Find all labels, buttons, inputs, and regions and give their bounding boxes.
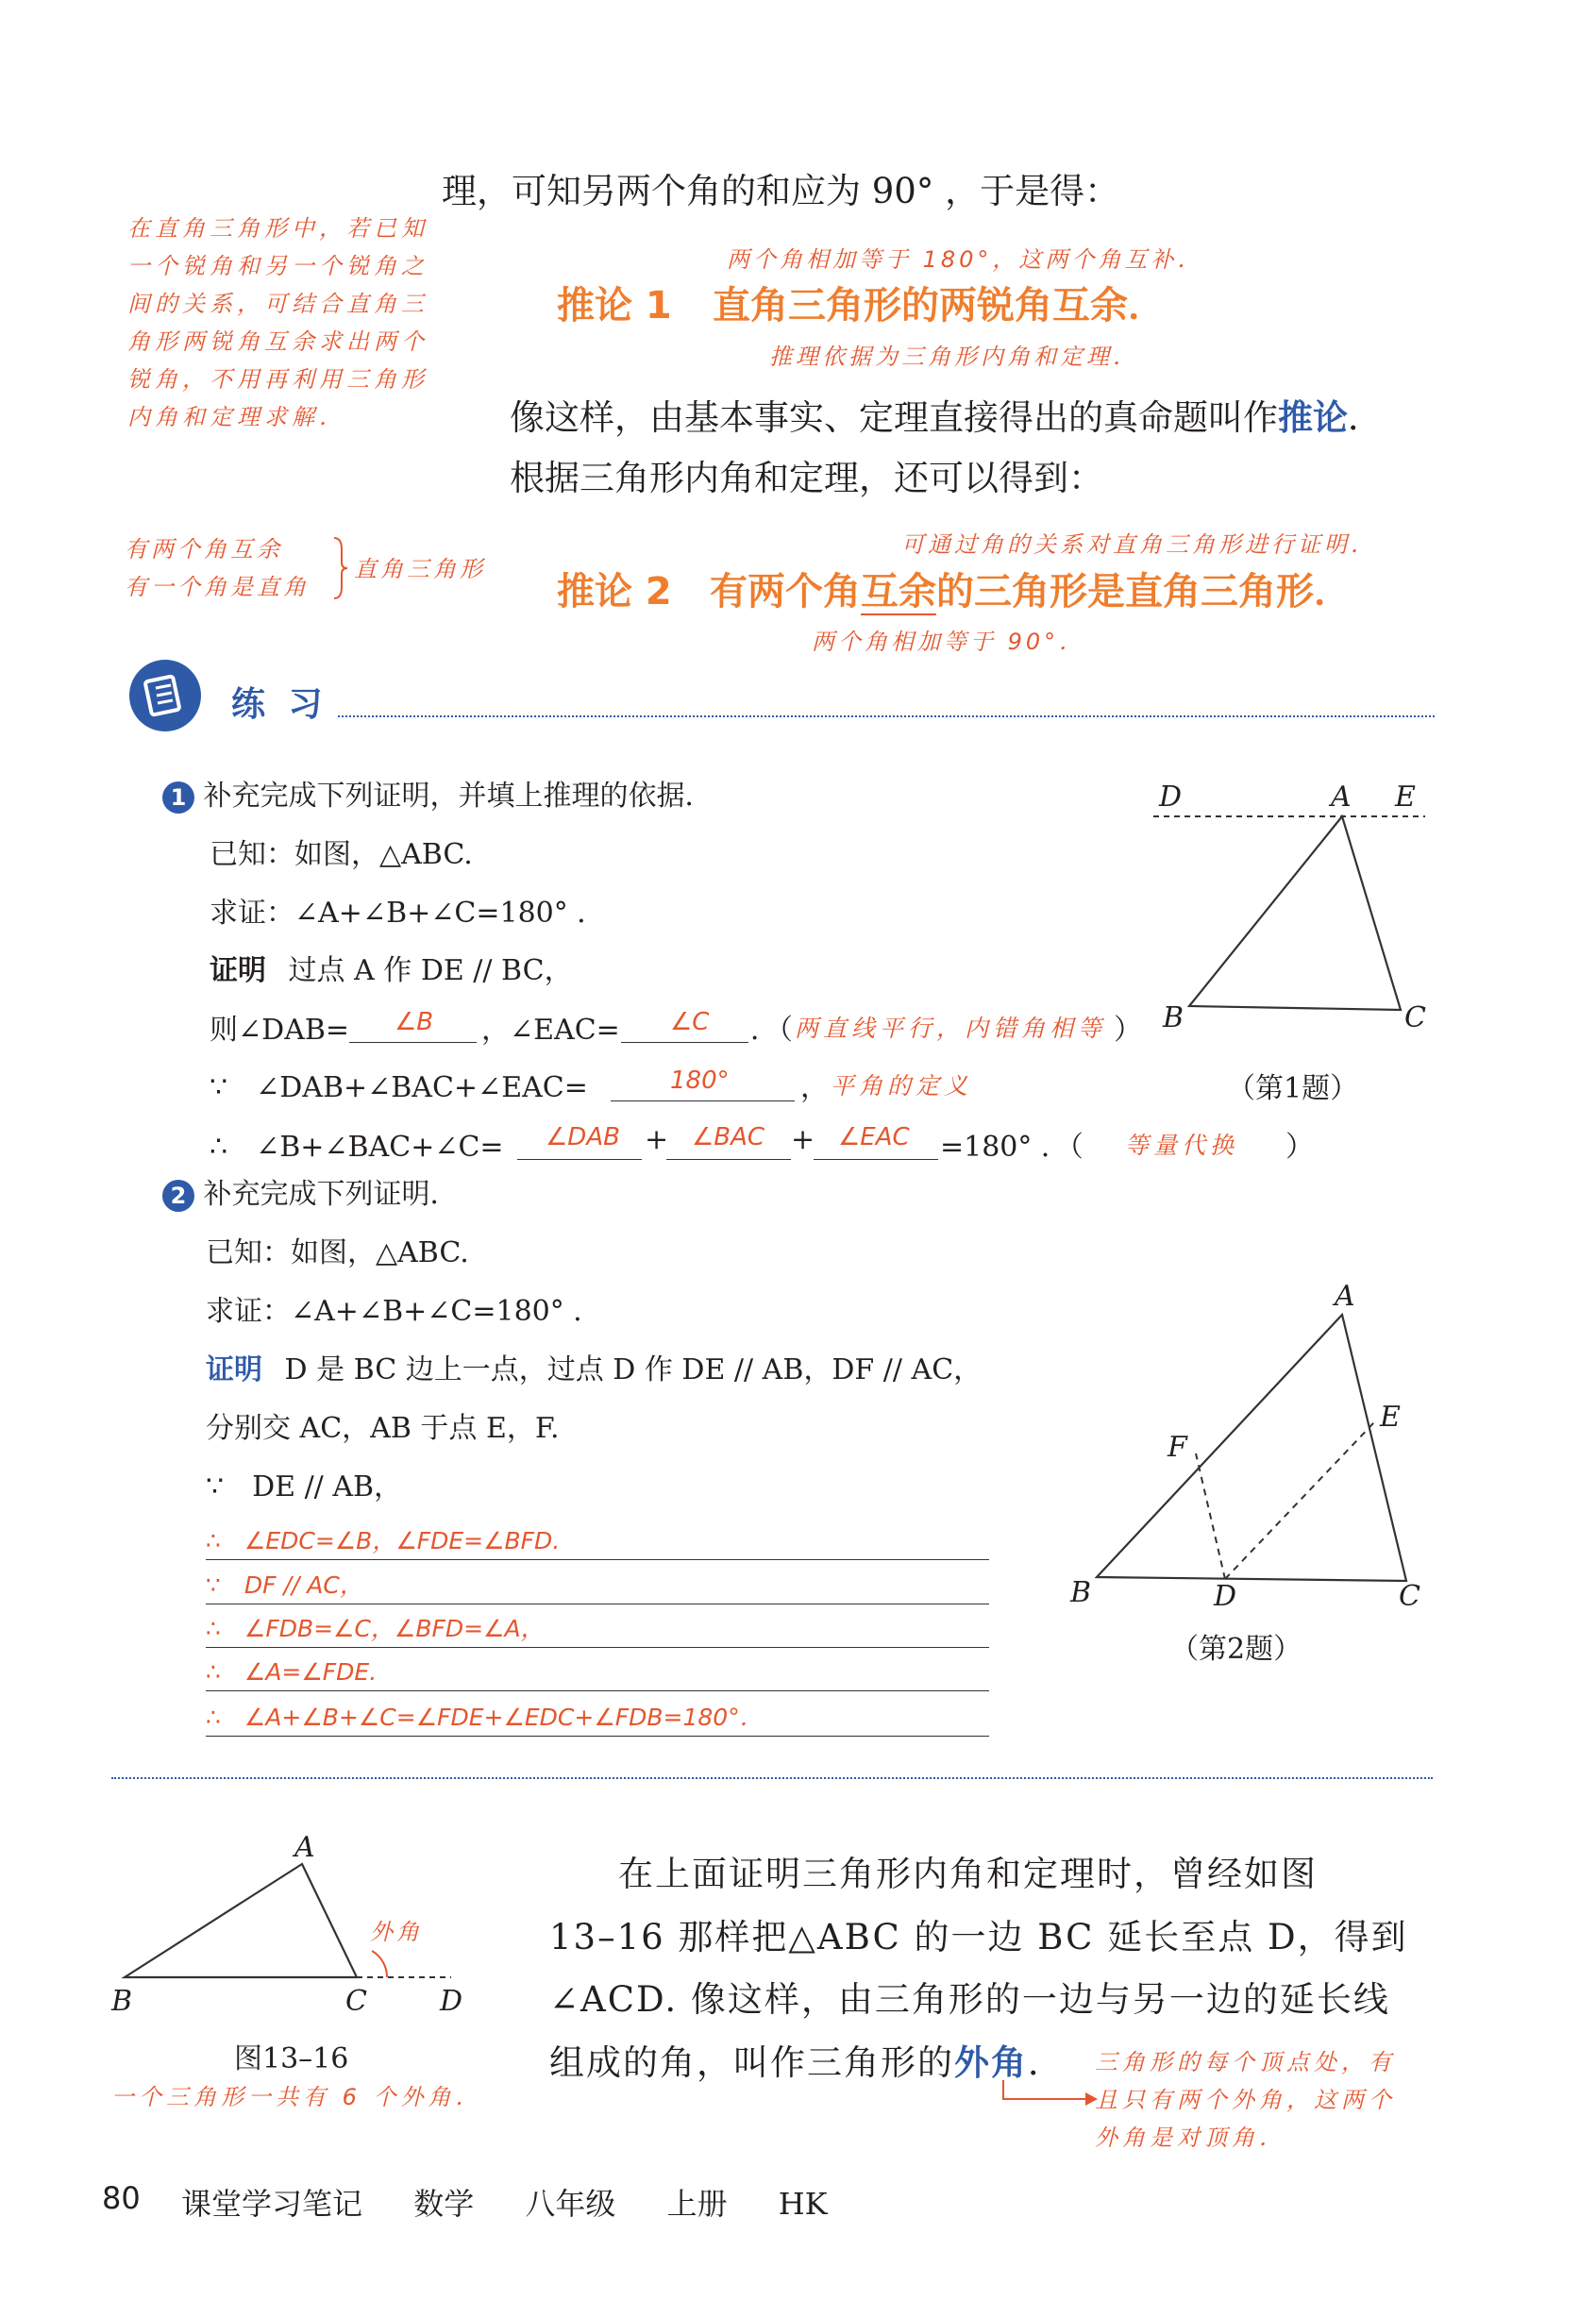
q2-answer-line[interactable]: [206, 1694, 989, 1737]
corollary1-text: 直角三角形的两锐角互余．: [713, 284, 1166, 328]
corollary2-text: [710, 562, 1352, 615]
q2-prove: 求证：∠A+∠B+∠C=180° ．: [206, 1295, 602, 1328]
corollary2-left-result: 直角三角形: [354, 556, 486, 582]
triangle-ABC: [1097, 1315, 1406, 1581]
q2-answer-line[interactable]: [206, 1518, 989, 1560]
corollary1-top-note: 两个角相加等于 180°，这两个角互补．: [727, 246, 1204, 273]
q2-proof-line2: 分别交 AC，AB 于点 E，F.: [206, 1412, 560, 1445]
note-line: 内角和定理求解．: [127, 404, 346, 430]
note-line: 角形两锐角互余求出两个: [127, 328, 428, 355]
footer-book-info: [181, 2180, 828, 2224]
label-A: A: [294, 1836, 315, 1864]
label-D: D: [1159, 783, 1183, 814]
label-B: B: [1163, 1001, 1184, 1029]
exterior-angle-figure: [104, 1836, 481, 2024]
label-C: C: [345, 1985, 367, 2018]
q1-prompt: [162, 772, 714, 814]
label-F: F: [1168, 1431, 1187, 1464]
exterior-para-3: ∠ACD. 像这样，由三角形的一边与另一边的延长线: [549, 1979, 1390, 2020]
label-B: B: [111, 1985, 133, 2018]
q1-eq180: =180° ．（: [940, 1131, 1084, 1164]
q1-caption: （第1题）: [1227, 1072, 1359, 1105]
corollary1-label: 推论 1: [557, 284, 672, 328]
note-line: 外角是对顶角．: [1095, 2125, 1286, 2151]
q1-answer-eac: ∠EAC: [838, 1123, 910, 1151]
figure-caption: 图13–16: [234, 2042, 349, 2075]
q1-answer-b: ∠B: [395, 1008, 434, 1036]
q1-blank-3[interactable]: [611, 1100, 795, 1101]
paragraph-derive: 根据三角形内角和定理，还可以得到：: [510, 458, 1103, 498]
q2-proof-line: [206, 1346, 982, 1387]
label-D: D: [1214, 1580, 1237, 1613]
q1-given: 已知：如图，△ABC.: [210, 838, 473, 871]
q1-answer-180: 180°: [670, 1067, 730, 1095]
q1-prompt-text: 补充完成下列证明，并填上推理的依据．: [203, 780, 714, 813]
note-line: 有两个角互余: [125, 536, 283, 563]
q1-because: ∵ ∠DAB+∠BAC+∠EAC=: [210, 1071, 588, 1104]
q1-figure: [1142, 783, 1444, 1029]
label-C: C: [1399, 1580, 1420, 1613]
exterior-angle-arc: [372, 1951, 387, 1977]
q2-proof-text: D 是 BC 边上一点，过点 D 作 DE // AB，DF // AC，: [284, 1353, 983, 1386]
term-corollary: 推论: [1278, 397, 1348, 438]
para-end: ．: [1028, 2042, 1065, 2083]
q2-figure: [1057, 1279, 1435, 1628]
note-line: 且只有两个外角，这两个: [1095, 2087, 1396, 2113]
q2-answer-text: ∴ ∠EDC=∠B，∠FDE=∠BFD.: [206, 1527, 561, 1554]
practice-title: 练 习: [231, 685, 328, 724]
label-B: B: [1070, 1576, 1092, 1609]
practice-icon: [127, 658, 203, 733]
c2-part: 有两个角: [710, 570, 861, 613]
corollary1-bottom-note: 推理依据为三角形内角和定理．: [769, 344, 1139, 370]
q2-answer-line[interactable]: [206, 1649, 989, 1691]
q1-blank-1[interactable]: [349, 1042, 477, 1043]
exterior-para-1: 在上面证明三角形内角和定理时，曾经如图: [618, 1854, 1318, 1894]
line-DF: [1196, 1453, 1225, 1579]
q1-plus-1: +: [645, 1123, 669, 1156]
triangle-ABC: [125, 1864, 357, 1977]
q2-answer-text: ∴ ∠A+∠B+∠C=∠FDE+∠EDC+∠FDB=180°．: [206, 1704, 764, 1731]
label-A: A: [1331, 783, 1352, 814]
q1-answer-bac: ∠BAC: [692, 1123, 765, 1151]
figure-caption-note: 一个三角形一共有 6 个外角．: [111, 2084, 483, 2110]
footer-grade: 八年级: [525, 2186, 616, 2222]
line-DE: [1225, 1422, 1374, 1579]
exterior-side-note: [1095, 2043, 1396, 2157]
exterior-para-4: [549, 2034, 1065, 2085]
left-margin-note: [127, 210, 428, 436]
para-end: ．: [1348, 397, 1383, 438]
q1-blank-6[interactable]: [814, 1159, 938, 1160]
corollary2-label: 推论 2: [557, 570, 672, 613]
note-line: 有一个角是直角: [125, 574, 310, 600]
q2-answer-line[interactable]: [206, 1562, 989, 1604]
q2-answer-text: ∵ DF // AC，: [206, 1571, 363, 1599]
note-line: 一个锐角和另一个锐角之: [127, 253, 428, 279]
note-line: 间的关系，可结合直角三: [127, 291, 428, 317]
q1-plus-2: +: [791, 1123, 815, 1156]
label-D: D: [440, 1985, 463, 2018]
q1-proof-label: 证明: [210, 954, 266, 987]
q2-prompt: [162, 1170, 459, 1212]
q2-answer-text: ∴ ∠A=∠FDE.: [206, 1658, 378, 1686]
q1-proof-line: [210, 947, 573, 988]
footer-book: 课堂学习笔记: [181, 2186, 363, 2222]
q1-then-label-a: 则∠DAB=: [210, 1014, 350, 1047]
note-line: 锐角，不用再利用三角形: [127, 366, 428, 393]
footer-edition: HK: [778, 2186, 828, 2222]
q1-therefore: ∴ ∠B+∠BAC+∠C=: [210, 1131, 504, 1164]
q2-given: 已知：如图，△ABC.: [206, 1236, 469, 1269]
brace-icon: [330, 536, 349, 600]
q1-then-label-b: ，∠EAC=: [481, 1014, 620, 1047]
corollary2-left-note: [125, 530, 310, 606]
q1-answer-c: ∠C: [670, 1008, 710, 1036]
footer-subject: 数学: [413, 2186, 475, 2222]
q2-number-badge: 2: [162, 1180, 194, 1212]
q1-prove: 求证：∠A+∠B+∠C=180° ．: [210, 897, 606, 930]
arrow-icon: [996, 2078, 1100, 2116]
label-E: E: [1380, 1401, 1401, 1434]
q2-answer-text: ∴ ∠FDB=∠C，∠BFD=∠A，: [206, 1615, 545, 1642]
triangle-ABC: [1189, 816, 1401, 1010]
label-E: E: [1395, 783, 1416, 814]
exterior-angle-label: 外角: [370, 1919, 423, 1945]
para-text: 像这样，由基本事实、定理直接得出的真命题叫作: [510, 397, 1278, 438]
q1-blank-5[interactable]: [666, 1159, 791, 1160]
c2-part: 的三角形是直角三角形．: [936, 570, 1352, 613]
note-line: 在直角三角形中，若已知: [127, 215, 428, 242]
q2-proof-label: 证明: [206, 1353, 262, 1386]
section-divider: [111, 1777, 1433, 1779]
q1-reason1-close: ）: [1114, 1014, 1142, 1047]
footer-volume: 上册: [666, 2186, 728, 2222]
q2-answer-line[interactable]: [206, 1605, 989, 1648]
q1-reason3: 等量代换: [1125, 1132, 1239, 1159]
q1-blank-2[interactable]: [621, 1042, 748, 1043]
q1-proof-text: 过点 A 作 DE // BC，: [288, 954, 573, 987]
q1-number-badge: 1: [162, 781, 194, 814]
para-text: 组成的角，叫作三角形的: [549, 2042, 954, 2083]
corollary2-bottom-note: 两个角相加等于 90°．: [812, 629, 1086, 655]
q1-reason1-open: ．（: [750, 1014, 793, 1047]
page-number: 80: [102, 2180, 141, 2216]
q1-comma: ，: [800, 1071, 829, 1104]
q2-prompt-text: 补充完成下列证明．: [203, 1178, 459, 1211]
q1-reason2: 平角的定义: [831, 1072, 973, 1100]
q1-answer-dab: ∠DAB: [546, 1123, 620, 1151]
paragraph-corollary-def: [510, 389, 1383, 440]
note-line: 三角形的每个顶点处，有: [1095, 2049, 1396, 2075]
q1-reason3-close: ）: [1285, 1131, 1314, 1164]
c2-underlined: 互余: [861, 570, 936, 613]
practice-divider: [338, 715, 1435, 717]
q2-because: ∵ DE // AB，: [206, 1470, 403, 1503]
intro-line: 理，可知另两个角的和应为 90° ，于是得：: [442, 171, 1120, 211]
q1-blank-4[interactable]: [517, 1159, 642, 1160]
term-exterior-angle: 外角: [954, 2042, 1028, 2083]
label-A: A: [1335, 1280, 1355, 1313]
exterior-para-2: 13–16 那样把△ABC 的一边 BC 延长至点 D，得到: [549, 1917, 1408, 1957]
q2-caption: （第2题）: [1170, 1633, 1302, 1666]
label-C: C: [1404, 1001, 1426, 1029]
corollary2-top-note: 可通过角的关系对直角三角形进行证明．: [901, 531, 1377, 558]
q1-reason1: 两直线平行，内错角相等: [795, 1015, 1107, 1042]
